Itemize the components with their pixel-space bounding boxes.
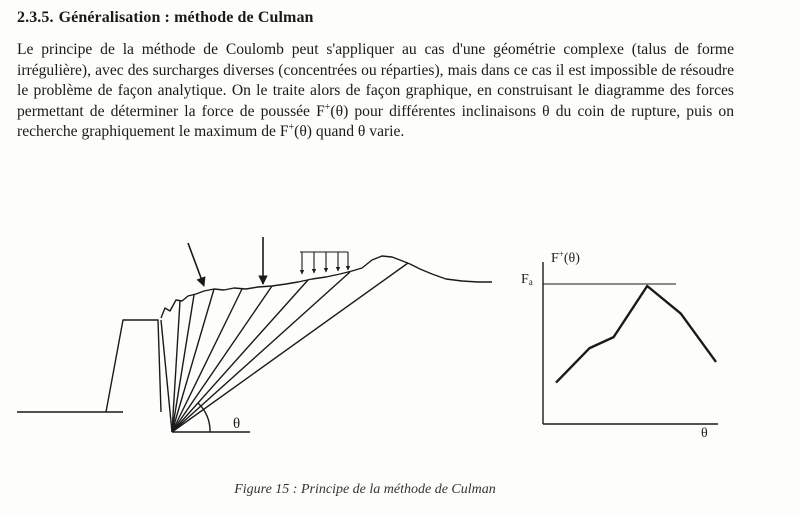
superscript-plus: + bbox=[288, 122, 295, 134]
distributed-load bbox=[300, 252, 348, 274]
superscript-plus: + bbox=[324, 101, 331, 113]
section-number: 2.3.5. bbox=[17, 9, 54, 26]
paragraph-text-3: (θ) quand θ varie. bbox=[294, 123, 405, 141]
graph-y-label: F+(θ) bbox=[551, 249, 580, 266]
rupture-lines bbox=[172, 263, 408, 432]
paragraph-text-1: Le principe de la méthode de Coulomb peut s'appliquer au cas d'une géométrie complexe (talus de forme irrégulière), avec des surcharges diverses (concentrées ou réparties), mais dans ce cas il est impossible de résoudre le problème de façon analytique. On le traite alors de façon graphique, en construisant le diagramme des forces permettant de déterminer la force de poussée F bbox=[17, 41, 734, 120]
retaining-wall bbox=[106, 320, 161, 412]
section-title: Généralisation : méthode de Culman bbox=[58, 9, 314, 26]
graph-axes bbox=[543, 262, 718, 424]
graph-max-label: $F_a$ bbox=[521, 272, 533, 287]
graph-x-label: θ bbox=[701, 426, 708, 441]
paragraph-text-2: (θ) pour différentes inclinaisons θ du coin de rupture, puis on recherche graphiquement le maximum de F bbox=[17, 102, 735, 141]
force-curve bbox=[556, 286, 716, 383]
figure-caption: Figure 15 : Principe de la méthode de Culman bbox=[234, 482, 496, 497]
wall-back-face bbox=[161, 320, 172, 432]
concentrated-load-arrow-1 bbox=[188, 243, 204, 286]
angle-label: θ bbox=[233, 416, 241, 432]
